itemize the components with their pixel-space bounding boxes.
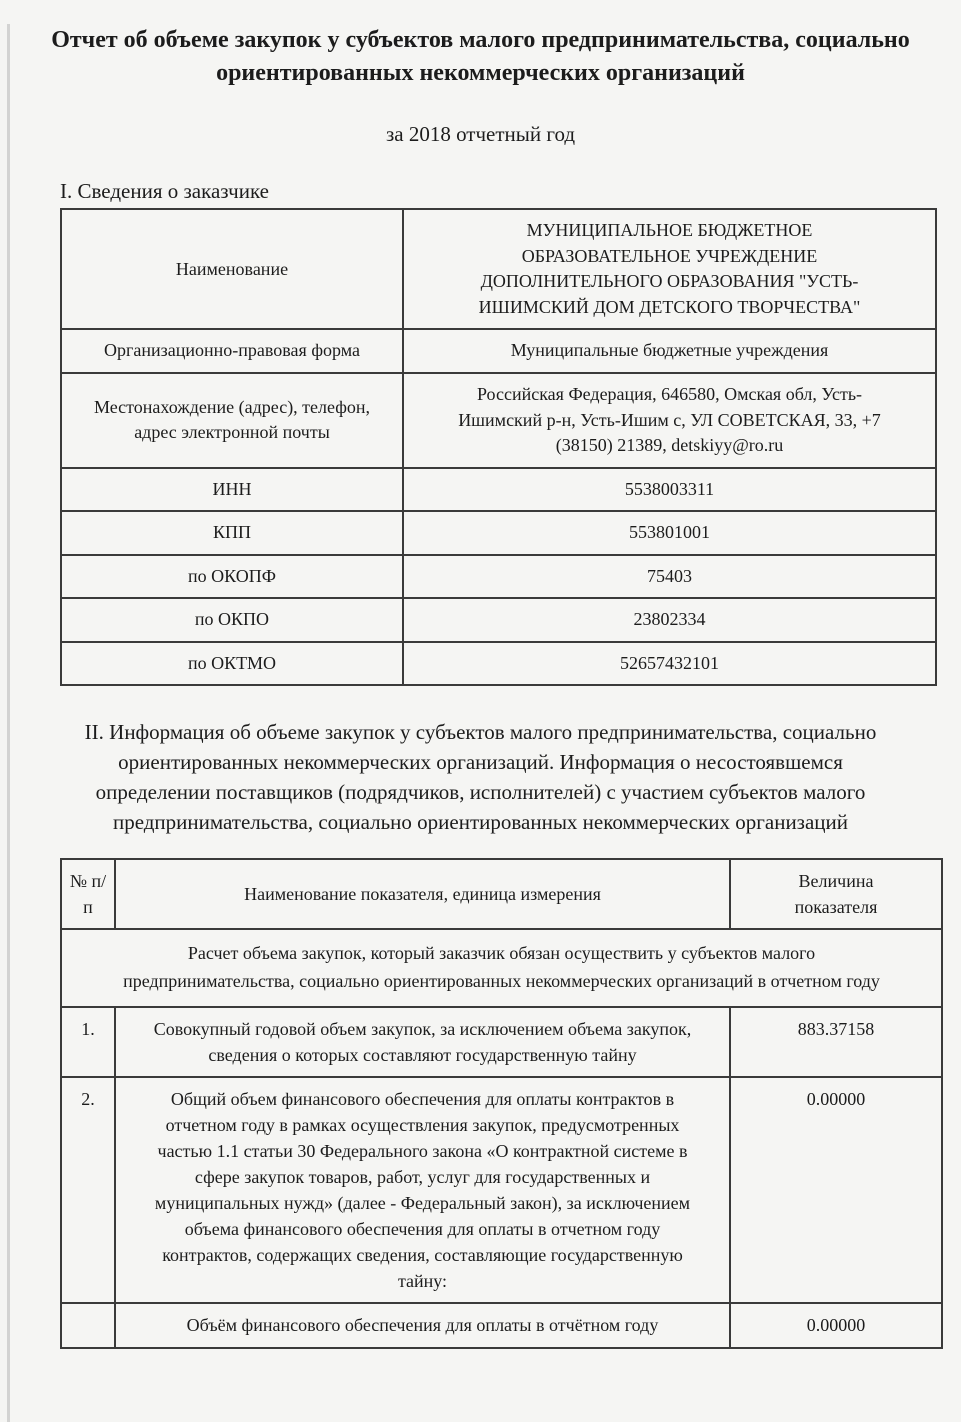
scan-edge-artifact [7, 24, 10, 1422]
table-row [61, 1303, 942, 1347]
document-title: Отчет об объеме закупок у субъектов малого предпринимательства, социально ориентированных некоммерческих организаций [51, 27, 910, 87]
row-label: по ОКПО [61, 598, 403, 642]
section1-heading: I. Сведения о заказчике [60, 179, 269, 204]
row-label: КПП [61, 511, 403, 555]
row-value: Российская Федерация, 646580, Омская обл, Усть-Ишимский р-н, Усть-Ишим с, УЛ СОВЕТСКАЯ, 33, +7 (38150) 21389, detskiyy@ro.ru [403, 373, 936, 468]
group-row-text: Расчет объема закупок, который заказчик обязан осуществить у субъектов малого предпринимательства, социально ориентированных некоммерческих организаций в отчетном году [61, 929, 942, 1007]
row-value: 75403 [403, 555, 936, 599]
table-row [61, 209, 936, 329]
document-page [0, 24, 961, 1349]
header-indicator-name: Наименование показателя, единица измерения [115, 859, 730, 929]
row-number: 2. [61, 1077, 115, 1304]
table-row [61, 468, 936, 512]
report-year-subtitle: за 2018 отчетный год [385, 122, 576, 147]
table-row [61, 555, 936, 599]
header-indicator-value: Величина показателя [730, 859, 942, 929]
table-row [61, 373, 936, 468]
row-value: МУНИЦИПАЛЬНОЕ БЮДЖЕТНОЕ ОБРАЗОВАТЕЛЬНОЕ УЧРЕЖДЕНИЕ ДОПОЛНИТЕЛЬНОГО ОБРАЗОВАНИЯ "УСТЬ-ИШИМСКИЙ ДОМ ДЕТСКОГО ТВОРЧЕСТВА" [403, 209, 936, 329]
row-number: 1. [61, 1007, 115, 1077]
table-group-row [61, 929, 942, 1007]
row-label: Наименование [61, 209, 403, 329]
customer-info-table [60, 208, 937, 686]
table-row [61, 1077, 942, 1304]
row-number [61, 1303, 115, 1347]
table-header-row [61, 859, 942, 929]
table-row [61, 1007, 942, 1077]
row-value: 23802334 [403, 598, 936, 642]
row-label: по ОКОПФ [61, 555, 403, 599]
table-row [61, 642, 936, 686]
row-label: Организационно-правовая форма [61, 329, 403, 373]
row-value: 553801001 [403, 511, 936, 555]
row-label: по ОКТМО [61, 642, 403, 686]
indicator-value: 0.00000 [730, 1303, 942, 1347]
row-value: 5538003311 [403, 468, 936, 512]
indicator-name: Объём финансового обеспечения для оплаты в отчётном году [115, 1303, 730, 1347]
section2-heading: II. Информация об объеме закупок у субъектов малого предпринимательства, социально ориентированных некоммерческих организаций. Информация о несостоявшемся определении поставщиков (подрядчиков, исполнителей) с участием субъектов малого предпринимательства, социально ориентированных некоммерческих организаций [84, 720, 877, 834]
table-row [61, 329, 936, 373]
purchase-volume-table [60, 858, 943, 1349]
row-value: Муниципальные бюджетные учреждения [403, 329, 936, 373]
indicator-name: Общий объем финансового обеспечения для оплаты контрактов в отчетном году в рамках осуществления закупок, предусмотренных частью 1.1 статьи 30 Федерального закона «О контрактной системе в сфере закупок товаров, работ, услуг для государственных и муниципальных нужд» (далее - Федеральный закон), за исключением объема финансового обеспечения для оплаты в отчетном году контрактов, содержащих сведения, составляющие государственную тайну: [115, 1077, 730, 1304]
table-row [61, 598, 936, 642]
indicator-value: 0.00000 [730, 1077, 942, 1304]
indicator-name: Совокупный годовой объем закупок, за исключением объема закупок, сведения о которых составляют государственную тайну [115, 1007, 730, 1077]
header-num: № п/п [61, 859, 115, 929]
row-label: ИНН [61, 468, 403, 512]
indicator-value: 883.37158 [730, 1007, 942, 1077]
row-value: 52657432101 [403, 642, 936, 686]
row-label: Местонахождение (адрес), телефон, адрес электронной почты [61, 373, 403, 468]
table-row [61, 511, 936, 555]
